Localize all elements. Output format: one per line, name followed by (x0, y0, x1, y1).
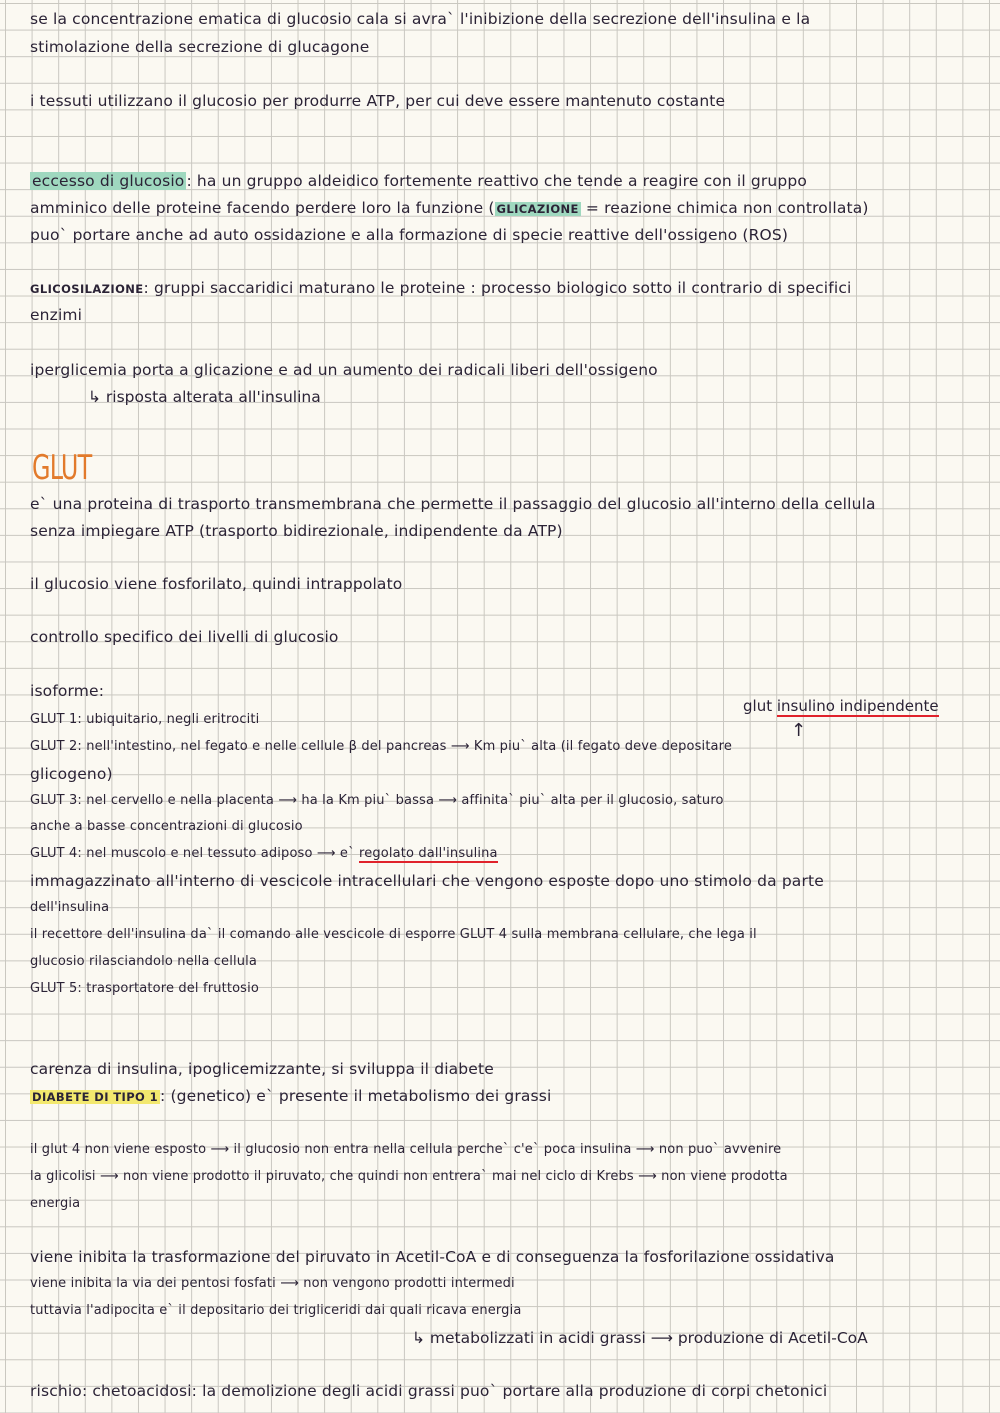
sub-arrow-line (412, 1327, 868, 1349)
text-line-diabete (30, 1085, 992, 1108)
text-line: viene inibita la trasformazione del piruvato in Acetil-CoA e di conseguenza la fosforilazione ossidativa (30, 1248, 835, 1266)
glut2-line: GLUT 2: nell'intestino, nel fegato e nelle cellule β del pancreas ⟶ Km piu` alta (il fegato deve depositare (30, 739, 733, 754)
return-arrow-icon: ↳ (88, 388, 106, 406)
text-segment: : gruppi saccaridici maturano le proteine : processo biologico sotto il contrario di specifici (143, 279, 852, 297)
sub-arrow-line (88, 386, 321, 408)
up-arrow-icon: ↑ (791, 720, 807, 741)
text-line: i tessuti utilizzano il glucosio per produrre ATP, per cui deve essere mantenuto costante (30, 92, 726, 110)
text-line: energia (30, 1196, 81, 1211)
text-segment: metabolizzati in acidi grassi ⟶ produzione di Acetil-CoA (429, 1329, 868, 1347)
text-line: immagazzinato all'interno di vescicole intracellulari che vengono esposte dopo uno stimolo da parte (30, 872, 824, 890)
text-line: rischio: chetoacidosi: la demolizione degli acidi grassi puo` portare alla produzione di corpi chetonici (30, 1382, 828, 1400)
text-line-eccesso (30, 170, 992, 192)
glicosilazione-term: GLICOSILAZIONE (30, 282, 144, 296)
eccesso-highlight: eccesso di glucosio (32, 172, 185, 190)
text-line (30, 197, 992, 220)
glut1-line: GLUT 1: ubiquitario, negli eritrociti (30, 712, 260, 727)
text-segment: glut (743, 697, 773, 715)
text-line: e` una proteina di trasporto transmembrana che permette il passaggio del glucosio all'interno della cellula (30, 495, 876, 513)
text-line: dell'insulina (30, 900, 110, 915)
text-line: il glucosio viene fosforilato, quindi intrappolato (30, 575, 403, 593)
text-line: anche a basse concentrazioni di glucosio (30, 819, 303, 834)
text-line: glicogeno) (30, 765, 113, 783)
text-line: glucosio rilasciandolo nella cellula (30, 954, 257, 969)
text-line: se la concentrazione ematica di glucosio cala si avra` l'inibizione della secrezione dell'insulina e la (30, 10, 811, 28)
text-line: il glut 4 non viene esposto ⟶ il glucosio non entra nella cellula perche` c'e` poca insulina ⟶ non puo` avvenire (30, 1142, 782, 1157)
glicazione-highlight: GLICAZIONE (496, 202, 579, 216)
text-line: puo` portare anche ad auto ossidazione e alla formazione di specie reattive dell'ossigeno (ROS) (30, 226, 789, 244)
text-segment: : (genetico) e` presente il metabolismo dei grassi (160, 1087, 552, 1105)
eccesso-text: : ha un gruppo aldeidico fortemente reattivo che tende a reagire con il gruppo (186, 172, 808, 190)
text-line: la glicolisi ⟶ non viene prodotto il piruvato, che quindi non entrera` mai nel ciclo di Krebs ⟶ non viene prodotta (30, 1169, 788, 1184)
text-segment: GLUT 4: nel muscolo e nel tessuto adiposo ⟶ e` (30, 846, 355, 861)
text-segment: amminico delle proteine facendo perdere loro la funzione ( (30, 199, 495, 217)
text-line: controllo specifico dei livelli di glucosio (30, 628, 339, 646)
text-line: senza impiegare ATP (trasporto bidirezionale, indipendente da ATP) (30, 522, 563, 540)
red-underline: regolato dall'insulina (359, 846, 498, 861)
diabete-highlight: DIABETE DI TIPO 1 (32, 1090, 159, 1104)
glut5-line: GLUT 5: trasportatore del fruttosio (30, 981, 259, 996)
text-line: tuttavia l'adipocita e` il depositario dei trigliceridi dai quali ricava energia (30, 1303, 522, 1318)
glut3-line: GLUT 3: nel cervello e nella placenta ⟶ ha la Km piu` bassa ⟶ affinita` piu` alta per il glucosio, saturo (30, 793, 724, 808)
text-line: viene inibita la via dei pentosi fosfati ⟶ non vengono prodotti intermedi (30, 1276, 515, 1291)
section-title-glut: GLUT (32, 448, 92, 488)
text-line: isoforme: (30, 682, 105, 700)
glut4-line (30, 843, 992, 865)
return-arrow-icon: ↳ (412, 1329, 430, 1347)
text-line: enzimi (30, 306, 83, 324)
red-underline: insulino indipendente (776, 697, 939, 715)
text-line: iperglicemia porta a glicazione e ad un aumento dei radicali liberi dell'ossigeno (30, 361, 658, 379)
text-segment: = reazione chimica non controllata) (585, 199, 869, 217)
text-line: carenza di insulina, ipoglicemizzante, si sviluppa il diabete (30, 1060, 494, 1078)
text-line: stimolazione della secrezione di glucagone (30, 38, 370, 56)
text-line: il recettore dell'insulina da` il comando alle vescicole di esporre GLUT 4 sulla membrana cellulare, che lega il (30, 927, 757, 942)
text-line-glicosilazione (30, 277, 992, 300)
text-segment: risposta alterata all'insulina (105, 388, 321, 406)
